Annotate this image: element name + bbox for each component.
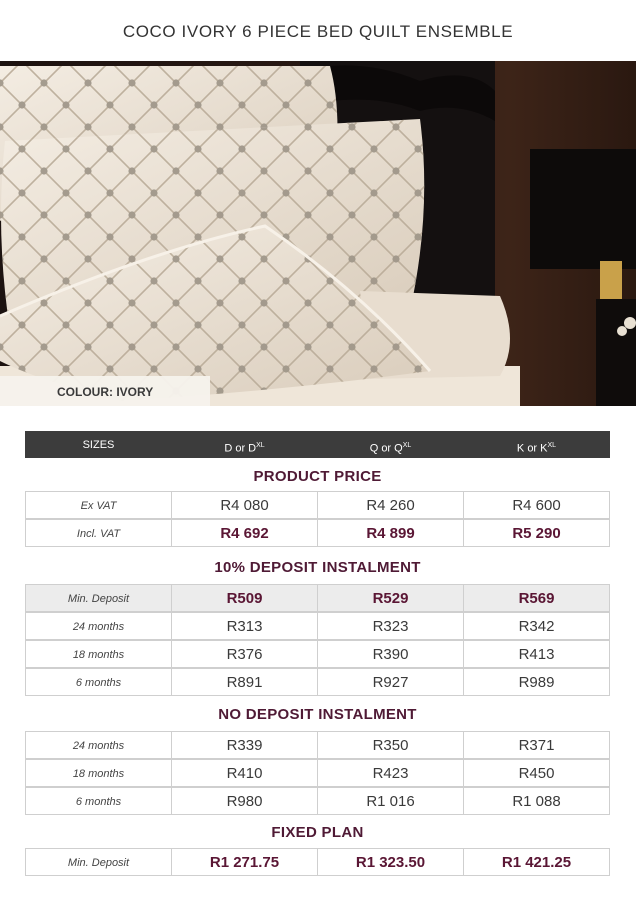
table-row	[25, 640, 610, 668]
table-header	[25, 431, 610, 458]
price-cell: R376	[171, 640, 318, 668]
page-title: COCO IVORY 6 PIECE BED QUILT ENSEMBLE	[122, 22, 514, 41]
row-label: 24 months	[25, 731, 172, 759]
product-photo	[0, 61, 636, 406]
price-cell: R1 421.25	[463, 848, 610, 876]
price-cell: R4 899	[317, 519, 464, 547]
row-label: Incl. VAT	[25, 519, 172, 547]
header-king: K or $K^{XL}$	[516, 442, 557, 455]
row-label: Min. Deposit	[25, 584, 172, 612]
table-row	[25, 848, 610, 876]
product-price-heading: PRODUCT PRICE	[253, 468, 382, 485]
price-cell: R350	[317, 731, 464, 759]
price-cell: R423	[317, 759, 464, 787]
price-cell: R4 692	[171, 519, 318, 547]
no-deposit-instalment-heading: NO DEPOSIT INSTALMENT	[218, 706, 417, 723]
price-cell: R450	[463, 759, 610, 787]
price-cell: R989	[463, 668, 610, 696]
price-cell: R313	[171, 612, 318, 640]
table-row	[25, 787, 610, 815]
table-row	[25, 731, 610, 759]
table-row	[25, 519, 610, 547]
row-label: 6 months	[25, 668, 172, 696]
row-label: 18 months	[25, 759, 172, 787]
deposit-instalment-heading: 10% DEPOSIT INSTALMENT	[214, 559, 421, 576]
row-label: 18 months	[25, 640, 172, 668]
price-cell: R4 600	[463, 491, 610, 519]
price-cell: R569	[463, 584, 610, 612]
header-sizes: SIZES	[82, 439, 115, 451]
price-cell: R891	[171, 668, 318, 696]
price-cell: R1 016	[317, 787, 464, 815]
price-cell: R509	[171, 584, 318, 612]
price-cell: R1 271.75	[171, 848, 318, 876]
table-row	[25, 668, 610, 696]
price-cell: R413	[463, 640, 610, 668]
table-row	[25, 584, 610, 612]
table-row	[25, 759, 610, 787]
price-cell: R390	[317, 640, 464, 668]
table-row	[25, 612, 610, 640]
price-cell: R980	[171, 787, 318, 815]
price-cell: R927	[317, 668, 464, 696]
header-queen: Q or $Q^{XL}$	[369, 442, 412, 455]
fixed-plan-heading: FIXED PLAN	[271, 824, 364, 841]
price-cell: R529	[317, 584, 464, 612]
price-cell: R1 323.50	[317, 848, 464, 876]
price-cell: R342	[463, 612, 610, 640]
price-cell: R5 290	[463, 519, 610, 547]
row-label: 24 months	[25, 612, 172, 640]
price-cell: R323	[317, 612, 464, 640]
row-label: Ex VAT	[25, 491, 172, 519]
header-double: D or $D^{XL}$	[224, 442, 265, 455]
price-cell: R4 080	[171, 491, 318, 519]
row-label: Min. Deposit	[25, 848, 172, 876]
price-cell: R1 088	[463, 787, 610, 815]
price-cell: R371	[463, 731, 610, 759]
price-cell: R4 260	[317, 491, 464, 519]
table-row	[25, 491, 610, 519]
price-cell: R410	[171, 759, 318, 787]
colour-label: COLOUR: IVORY	[0, 376, 210, 406]
row-label: 6 months	[25, 787, 172, 815]
quilted-pillows-illustration	[0, 61, 636, 406]
price-cell: R339	[171, 731, 318, 759]
